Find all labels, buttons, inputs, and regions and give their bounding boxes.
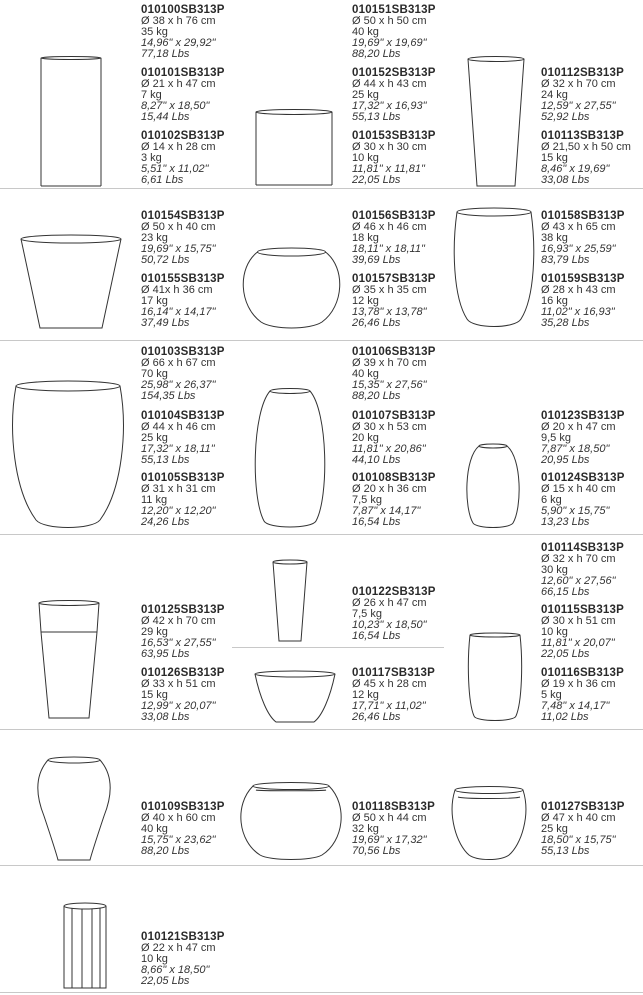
product-dimensions: Ø 21,50 x h 50 cm (541, 141, 631, 153)
product-inches: 18,50" x 15,75" (541, 834, 616, 846)
product-weight: 40 kg (352, 26, 379, 38)
product-lbs: 16,54 Lbs (352, 516, 401, 528)
product-dimensions: Ø 33 x h 51 cm (141, 678, 216, 690)
product-dimensions: Ø 31 x h 31 cm (141, 483, 216, 495)
vase-faceted-drawing (62, 902, 108, 990)
product-code: 010151SB313P (352, 4, 436, 16)
product-dimensions: Ø 32 x h 70 cm (541, 78, 616, 90)
product-lbs: 70,56 Lbs (352, 845, 401, 857)
product-weight: 7,5 kg (352, 608, 382, 620)
product-weight: 16 kg (541, 295, 568, 307)
product-spec (352, 802, 435, 857)
product-spec (352, 131, 436, 186)
product-weight: 6 kg (541, 494, 562, 506)
vase-banded-cone-drawing (37, 600, 101, 720)
product-weight: 10 kg (541, 626, 568, 638)
product-inches: 17,32" x 18,11" (141, 443, 215, 455)
section-divider (0, 188, 643, 189)
product-inches: 11,81" x 11,81" (352, 163, 425, 175)
product-spec (352, 5, 436, 60)
subsection-divider (232, 647, 444, 648)
product-dimensions: Ø 46 x h 46 cm (352, 221, 427, 233)
product-code: 010127SB313P (541, 801, 625, 813)
product-spec (541, 473, 625, 528)
product-spec (352, 274, 436, 329)
product-lbs: 55,13 Lbs (352, 111, 401, 123)
product-inches: 10,23" x 18,50" (352, 619, 427, 631)
product-inches: 19,69" x 15,75" (141, 243, 216, 255)
product-code: 010109SB313P (141, 801, 225, 813)
product-spec (541, 274, 625, 329)
product-dimensions: Ø 66 x h 67 cm (141, 357, 216, 369)
product-code: 010115SB313P (541, 604, 624, 616)
product-inches: 17,71" x 11,02" (352, 700, 426, 712)
product-dimensions: Ø 35 x h 35 cm (352, 284, 427, 296)
product-spec (141, 473, 225, 528)
product-inches: 16,14" x 14,17" (141, 306, 216, 318)
section-divider (0, 992, 643, 993)
product-weight: 3 kg (141, 152, 162, 164)
product-weight: 7,5 kg (352, 494, 382, 506)
product-weight: 5 kg (541, 689, 562, 701)
product-code: 010105SB313P (141, 472, 225, 484)
vase-amphora-drawing (40, 756, 108, 862)
product-lbs: 50,72 Lbs (141, 254, 190, 266)
product-inches: 17,32" x 16,93" (352, 100, 427, 112)
product-dimensions: Ø 45 x h 28 cm (352, 678, 427, 690)
product-code: 010125SB313P (141, 604, 225, 616)
product-dimensions: Ø 50 x h 44 cm (352, 812, 427, 824)
product-weight: 25 kg (141, 432, 168, 444)
product-code: 010123SB313P (541, 410, 625, 422)
product-weight: 40 kg (141, 823, 168, 835)
product-weight: 38 kg (541, 232, 568, 244)
product-code: 010121SB313P (141, 931, 225, 943)
product-lbs: 66,15 Lbs (541, 586, 590, 598)
product-dimensions: Ø 41x h 36 cm (141, 284, 213, 296)
product-lbs: 63,95 Lbs (141, 648, 190, 660)
product-code: 010100SB313P (141, 4, 225, 16)
product-dimensions: Ø 21 x h 47 cm (141, 78, 216, 90)
product-spec (541, 605, 624, 660)
vase-round-bowl-drawing (243, 246, 340, 330)
product-inches: 12,59" x 27,55" (541, 100, 616, 112)
product-code: 010156SB313P (352, 210, 436, 222)
product-weight: 23 kg (141, 232, 168, 244)
vase-barrel-drawing (256, 387, 324, 530)
product-inches: 12,60" x 27,56" (541, 575, 616, 587)
section-divider (0, 340, 643, 341)
product-spec (541, 543, 624, 598)
product-weight: 25 kg (541, 823, 568, 835)
product-lbs: 35,28 Lbs (541, 317, 590, 329)
product-weight: 70 kg (141, 368, 168, 380)
vase-tall-cylinder-drawing (40, 56, 102, 188)
product-lbs: 88,20 Lbs (352, 48, 401, 60)
product-lbs: 22,05 Lbs (352, 174, 401, 186)
product-spec (352, 211, 436, 266)
product-dimensions: Ø 43 x h 65 cm (541, 221, 616, 233)
product-inches: 8,46" x 19,69" (541, 163, 610, 175)
product-inches: 11,81" x 20,07" (541, 637, 615, 649)
product-spec (352, 587, 436, 642)
product-dimensions: Ø 20 x h 47 cm (541, 421, 616, 433)
product-lbs: 22,05 Lbs (141, 975, 190, 987)
product-code: 010152SB313P (352, 67, 436, 79)
product-code: 010157SB313P (352, 273, 436, 285)
vase-globe-lip-drawing (242, 781, 340, 863)
product-spec (352, 473, 436, 528)
product-code: 010159SB313P (541, 273, 625, 285)
product-weight: 11 kg (141, 494, 168, 506)
product-inches: 5,51" x 11,02" (141, 163, 209, 175)
vase-low-bowl-drawing (254, 670, 336, 724)
product-spec (541, 411, 625, 466)
product-inches: 14,96" x 29,92" (141, 37, 216, 49)
product-code: 010122SB313P (352, 586, 436, 598)
product-dimensions: Ø 38 x h 76 cm (141, 15, 216, 27)
section-divider (0, 729, 643, 730)
product-spec (352, 347, 436, 402)
product-lbs: 77,18 Lbs (141, 48, 190, 60)
product-code: 010112SB313P (541, 67, 624, 79)
vase-tall-rounded-drawing (453, 207, 535, 331)
section-divider (0, 865, 643, 866)
product-inches: 12,99" x 20,07" (141, 700, 216, 712)
product-spec (141, 411, 225, 466)
product-inches: 5,90" x 15,75" (541, 505, 610, 517)
product-weight: 29 kg (141, 626, 168, 638)
product-inches: 19,69" x 17,32" (352, 834, 427, 846)
vase-slim-tapered-drawing (271, 559, 309, 643)
product-lbs: 6,61 Lbs (141, 174, 184, 186)
product-inches: 7,87" x 18,50" (541, 443, 610, 455)
product-weight: 12 kg (352, 295, 379, 307)
product-spec (141, 5, 225, 60)
product-spec (141, 347, 225, 402)
product-lbs: 20,95 Lbs (541, 454, 590, 466)
product-weight: 30 kg (541, 564, 568, 576)
product-spec (141, 668, 225, 723)
product-code: 010101SB313P (141, 67, 225, 79)
product-code: 010153SB313P (352, 130, 436, 142)
product-code: 010103SB313P (141, 346, 225, 358)
vase-tall-tapered-drawing (467, 56, 525, 188)
product-dimensions: Ø 30 x h 53 cm (352, 421, 427, 433)
product-inches: 18,11" x 18,11" (352, 243, 425, 255)
product-lbs: 22,05 Lbs (541, 648, 590, 660)
product-dimensions: Ø 14 x h 28 cm (141, 141, 216, 153)
product-inches: 7,48" x 14,17" (541, 700, 610, 712)
product-lbs: 33,08 Lbs (141, 711, 190, 723)
product-code: 010155SB313P (141, 273, 225, 285)
vase-globe-rim-drawing (453, 785, 525, 863)
product-dimensions: Ø 39 x h 70 cm (352, 357, 427, 369)
vase-short-cylinder-drawing (255, 109, 333, 187)
product-lbs: 26,46 Lbs (352, 711, 401, 723)
product-weight: 7 kg (141, 89, 162, 101)
section-divider (0, 534, 643, 535)
product-lbs: 15,44 Lbs (141, 111, 190, 123)
product-weight: 32 kg (352, 823, 379, 835)
product-lbs: 37,49 Lbs (141, 317, 190, 329)
product-dimensions: Ø 42 x h 70 cm (141, 615, 216, 627)
product-dimensions: Ø 15 x h 40 cm (541, 483, 616, 495)
product-inches: 11,02" x 16,93" (541, 306, 615, 318)
product-inches: 13,78" x 13,78" (352, 306, 427, 318)
product-weight: 17 kg (141, 295, 168, 307)
product-spec (141, 131, 225, 186)
product-weight: 10 kg (141, 953, 168, 965)
product-weight: 25 kg (352, 89, 379, 101)
product-spec (141, 605, 225, 660)
product-code: 010108SB313P (352, 472, 436, 484)
product-weight: 20 kg (352, 432, 379, 444)
product-dimensions: Ø 50 x h 50 cm (352, 15, 427, 27)
product-inches: 16,53" x 27,55" (141, 637, 216, 649)
vase-wide-cone-drawing (20, 234, 122, 330)
product-code: 010126SB313P (141, 667, 225, 679)
product-lbs: 154,35 Lbs (141, 390, 196, 402)
product-code: 010102SB313P (141, 130, 225, 142)
product-lbs: 55,13 Lbs (541, 845, 590, 857)
product-inches: 25,98" x 26,37" (141, 379, 216, 391)
product-inches: 8,66" x 18,50" (141, 964, 210, 976)
product-code: 010154SB313P (141, 210, 225, 222)
product-spec (141, 68, 225, 123)
product-inches: 11,81" x 20,86" (352, 443, 426, 455)
vase-slender-rounded-drawing (468, 632, 522, 724)
product-lbs: 24,26 Lbs (141, 516, 190, 528)
product-dimensions: Ø 32 x h 70 cm (541, 553, 616, 565)
product-weight: 10 kg (352, 152, 379, 164)
product-dimensions: Ø 20 x h 36 cm (352, 483, 427, 495)
product-code: 010118SB313P (352, 801, 435, 813)
product-dimensions: Ø 22 x h 47 cm (141, 942, 216, 954)
product-lbs: 33,08 Lbs (541, 174, 590, 186)
product-inches: 15,35" x 27,56" (352, 379, 427, 391)
vase-large-egg-drawing (14, 380, 122, 532)
product-inches: 7,87" x 14,17" (352, 505, 421, 517)
product-weight: 40 kg (352, 368, 379, 380)
product-code: 010116SB313P (541, 667, 624, 679)
product-inches: 15,75" x 23,62" (141, 834, 216, 846)
product-weight: 15 kg (541, 152, 568, 164)
product-inches: 19,69" x 19,69" (352, 37, 427, 49)
product-lbs: 39,69 Lbs (352, 254, 401, 266)
product-inches: 8,27" x 18,50" (141, 100, 210, 112)
product-code: 010117SB313P (352, 667, 435, 679)
product-code: 010124SB313P (541, 472, 625, 484)
product-code: 010114SB313P (541, 542, 624, 554)
product-lbs: 13,23 Lbs (541, 516, 590, 528)
product-spec (352, 411, 436, 466)
product-code: 010158SB313P (541, 210, 625, 222)
product-spec (141, 932, 225, 987)
product-dimensions: Ø 30 x h 51 cm (541, 615, 616, 627)
product-dimensions: Ø 44 x h 43 cm (352, 78, 427, 90)
product-lbs: 83,79 Lbs (541, 254, 590, 266)
product-spec (141, 802, 225, 857)
product-code: 010107SB313P (352, 410, 436, 422)
vase-small-barrel-drawing (467, 443, 519, 530)
product-spec (141, 211, 225, 266)
product-dimensions: Ø 28 x h 43 cm (541, 284, 616, 296)
product-weight: 35 kg (141, 26, 168, 38)
product-lbs: 52,92 Lbs (541, 111, 590, 123)
product-code: 010106SB313P (352, 346, 436, 358)
product-lbs: 16,54 Lbs (352, 630, 401, 642)
product-spec (541, 68, 624, 123)
product-weight: 9,5 kg (541, 432, 571, 444)
product-code: 010104SB313P (141, 410, 225, 422)
product-weight: 12 kg (352, 689, 379, 701)
product-dimensions: Ø 40 x h 60 cm (141, 812, 216, 824)
product-inches: 16,93" x 25,59" (541, 243, 616, 255)
product-spec (141, 274, 225, 329)
product-lbs: 44,10 Lbs (352, 454, 401, 466)
product-spec (541, 211, 625, 266)
product-weight: 18 kg (352, 232, 379, 244)
product-spec (352, 668, 435, 723)
product-spec (541, 668, 624, 723)
product-spec (352, 68, 436, 123)
product-weight: 15 kg (141, 689, 168, 701)
product-dimensions: Ø 50 x h 40 cm (141, 221, 216, 233)
product-lbs: 88,20 Lbs (141, 845, 190, 857)
product-weight: 24 kg (541, 89, 568, 101)
product-code: 010113SB313P (541, 130, 624, 142)
product-lbs: 11,02 Lbs (541, 711, 589, 723)
product-dimensions: Ø 47 x h 40 cm (541, 812, 616, 824)
product-dimensions: Ø 19 x h 36 cm (541, 678, 616, 690)
product-lbs: 26,46 Lbs (352, 317, 401, 329)
product-dimensions: Ø 26 x h 47 cm (352, 597, 427, 609)
product-lbs: 88,20 Lbs (352, 390, 401, 402)
product-spec (541, 802, 625, 857)
product-lbs: 55,13 Lbs (141, 454, 190, 466)
product-inches: 12,20" x 12,20" (141, 505, 216, 517)
product-dimensions: Ø 44 x h 46 cm (141, 421, 216, 433)
product-dimensions: Ø 30 x h 30 cm (352, 141, 427, 153)
product-spec (541, 131, 631, 186)
